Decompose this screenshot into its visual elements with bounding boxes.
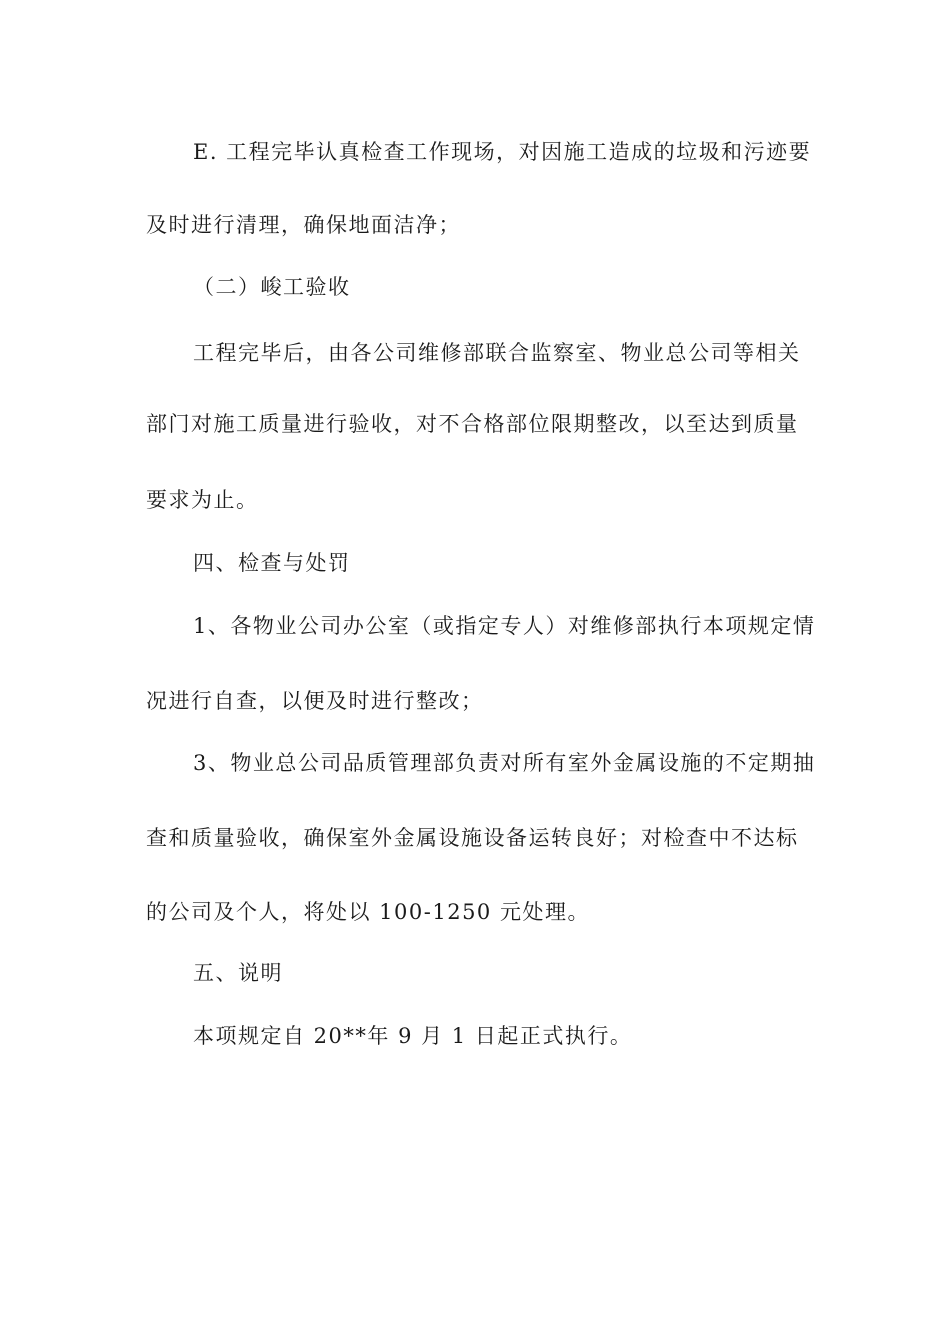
paragraph-line: 部门对施工质量进行验收，对不合格部位限期整改，以至达到质量 <box>146 412 799 436</box>
paragraph-line: 本项规定自 20**年 9 月 1 日起正式执行。 <box>193 1024 633 1048</box>
paragraph-line: 查和质量验收，确保室外金属设施设备运转良好；对检查中不达标 <box>146 826 799 850</box>
paragraph-line: 3、物业总公司品质管理部负责对所有室外金属设施的不定期抽 <box>193 751 816 775</box>
paragraph-line: 1、各物业公司办公室（或指定专人）对维修部执行本项规定情 <box>193 614 816 638</box>
paragraph-line: 要求为止。 <box>146 488 259 512</box>
paragraph-line: E. 工程完毕认真检查工作现场，对因施工造成的垃圾和污迹要 <box>193 140 812 164</box>
paragraph-line: 况进行自查，以便及时进行整改； <box>146 689 484 713</box>
paragraph-line: 及时进行清理，确保地面洁净； <box>146 213 461 237</box>
paragraph-line: 工程完毕后，由各公司维修部联合监察室、物业总公司等相关 <box>193 341 801 365</box>
section-heading: 五、说明 <box>193 961 283 985</box>
section-heading: 四、检查与处罚 <box>193 551 351 575</box>
paragraph-line: 的公司及个人，将处以 100-1250 元处理。 <box>146 900 590 924</box>
section-heading: （二）峻工验收 <box>193 275 351 299</box>
